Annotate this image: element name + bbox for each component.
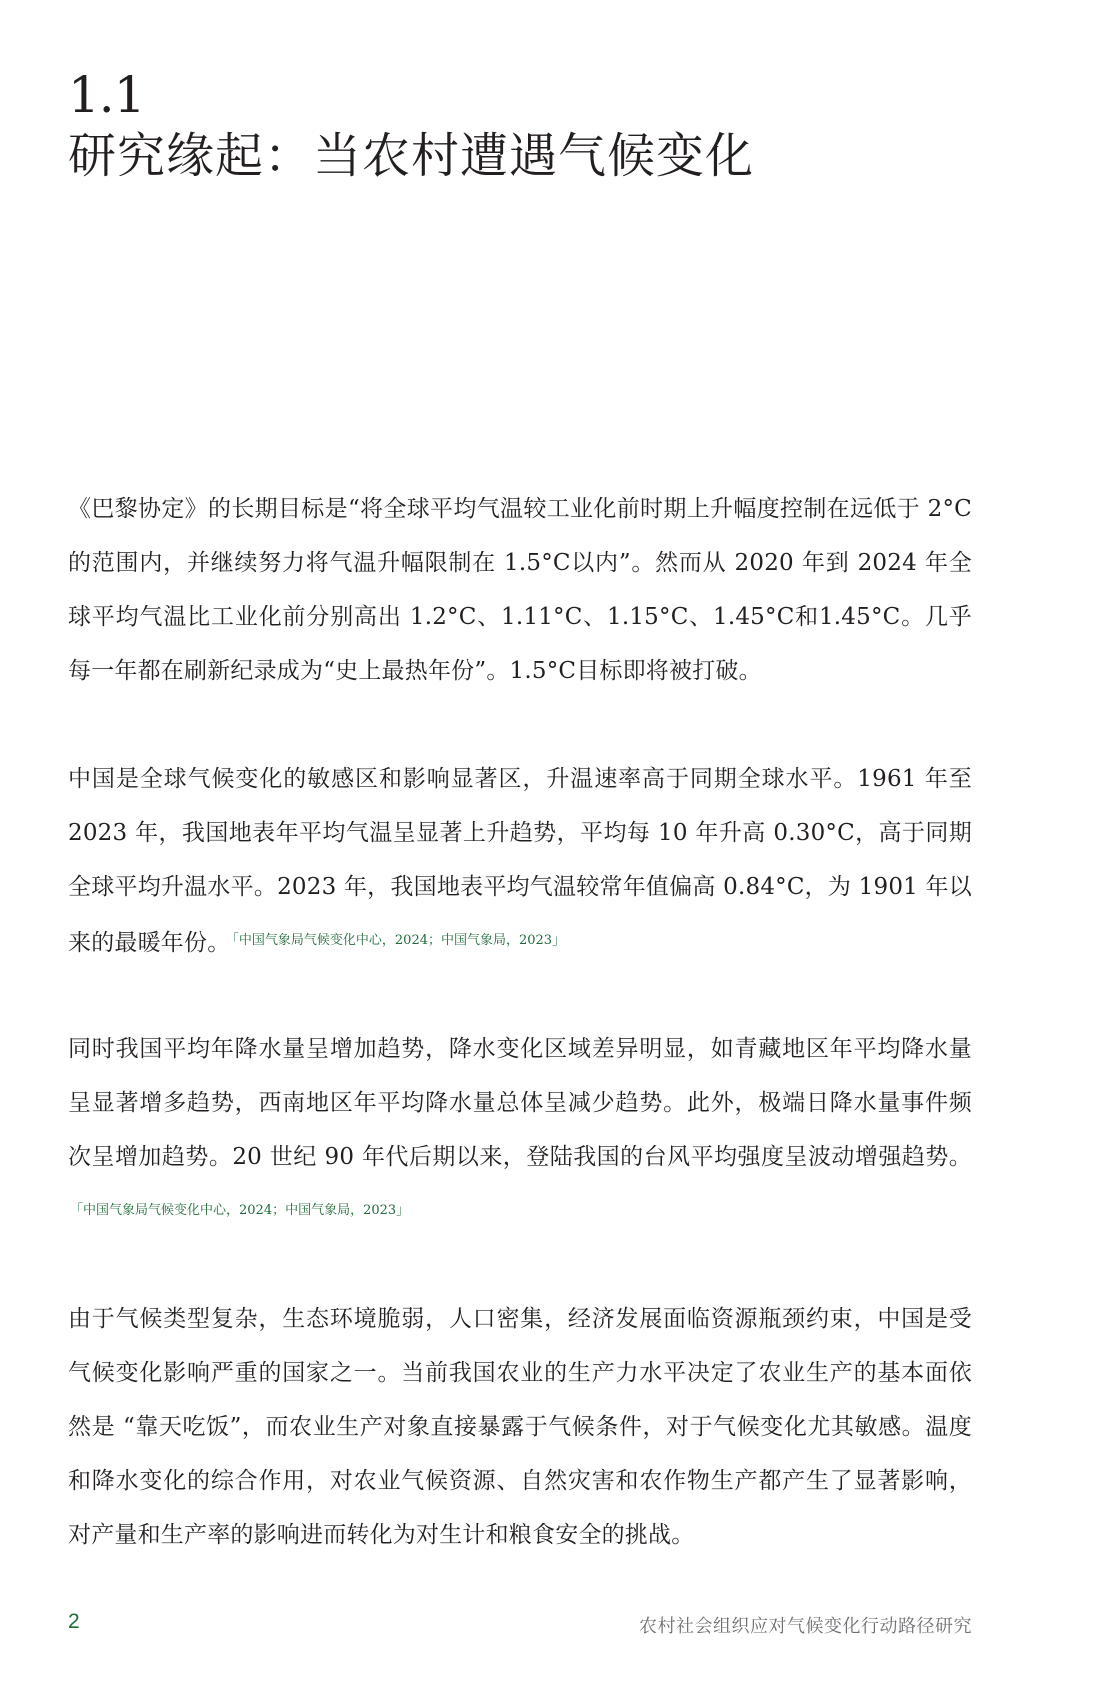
paragraph-china-warming [68,752,972,970]
citation: 「中国气象局气候变化中心，2024；中国气象局，2023」 [232,933,566,948]
paragraph-text: 同时我国平均年降水量呈增加趋势，降水变化区域差异明显，如青藏地区年平均降水量呈显著增多趋势，西南地区年平均降水量总体呈减少趋势。此外，极端日降水量事件频次呈增加趋势。20 世纪 90 年代后期以来，登陆我国的台风平均强度呈波动增强趋势。 [68,1036,972,1170]
paragraph-paris-agreement [68,482,972,698]
section-number: 1.1 [68,66,145,124]
page-number: 2 [68,1610,80,1633]
citation: 「中国气象局气候变化中心，2024；中国气象局，2023」 [70,1203,410,1218]
paragraph-text: 中国是全球气候变化的敏感区和影响显著区，升温速率高于同期全球水平。1961 年至 2023 年，我国地表年平均气温呈显著上升趋势，平均每 10 年升高 0.30°C，高于同期全球平均升温水平。2023 年，我国地表平均气温较常年值偏高 0.84°C，为 1901 年以来的最暖年份。 [68,766,972,956]
paragraph-text: 由于气候类型复杂，生态环境脆弱，人口密集，经济发展面临资源瓶颈约束，中国是受气候变化影响严重的国家之一。当前我国农业的生产力水平决定了农业生产的基本面依然是 “靠天吃饭”，而农业生产对象直接暴露于气候条件，对于气候变化尤其敏感。温度和降水变化的综合作用，对农业气候资源、自然灾害和农作物生产都产生了显著影响，对产量和生产率的影响进而转化为对生计和粮食安全的挑战。 [68,1306,972,1548]
running-title: 农村社会组织应对气候变化行动路径研究 [639,1616,972,1637]
section-title: 研究缘起：当农村遭遇气候变化 [68,128,755,184]
paragraph-precipitation [68,1022,972,1240]
paragraph-text: 《巴黎协定》的长期目标是“将全球平均气温较工业化前时期上升幅度控制在远低于 2°C的范围内，并继续努力将气温升幅限制在 1.5°C以内”。然而从 2020 年到 2024 年全球平均气温比工业化前分别高出 1.2°C、1.11°C、1.15°C、1.45°C和1.45°C。几乎每一年都在刷新纪录成为“史上最热年份”。1.5°C目标即将被打破。 [68,496,972,684]
paragraph-agriculture-impact [68,1292,972,1562]
